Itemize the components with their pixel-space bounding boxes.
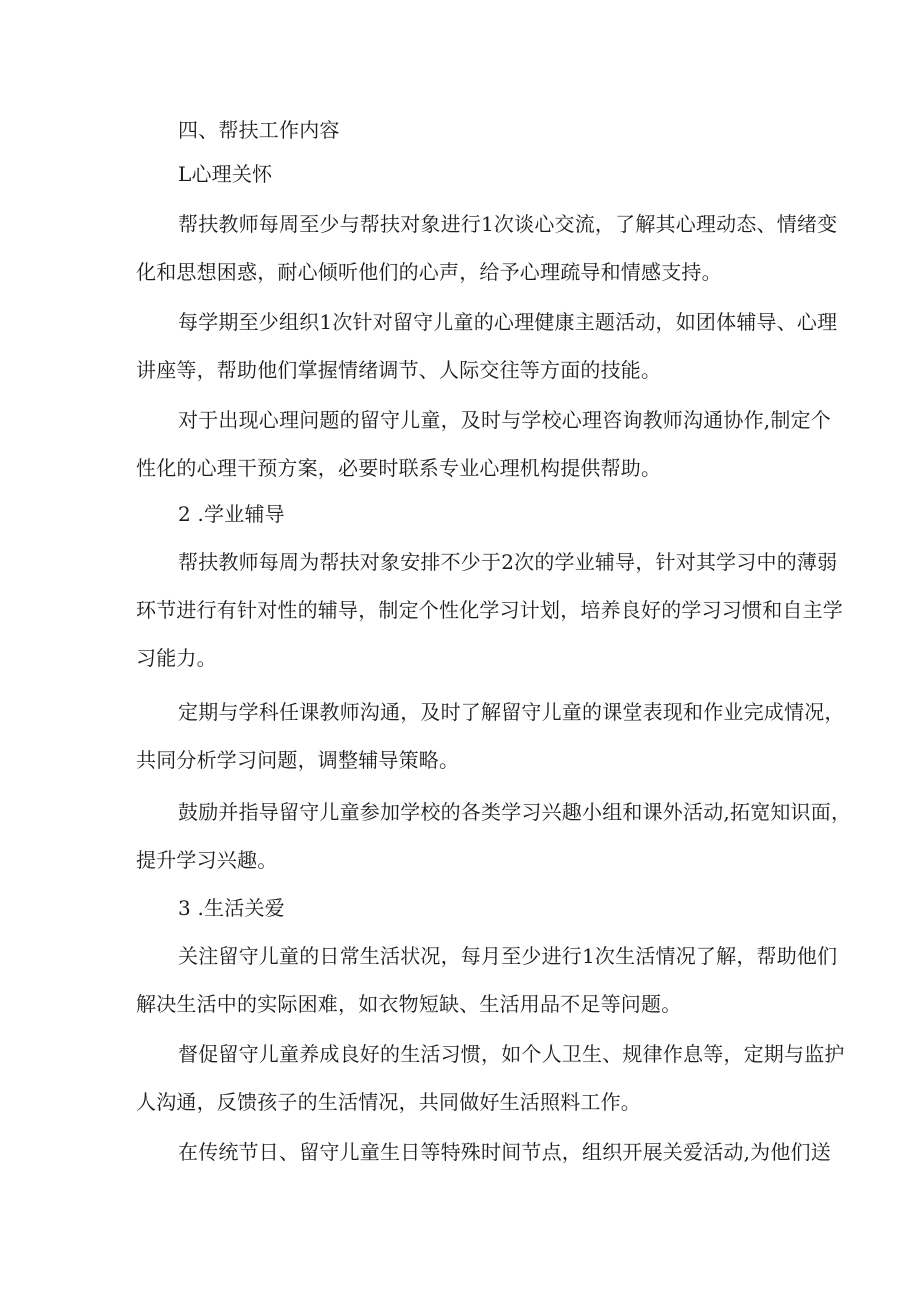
psych-p2-line2: 讲座等，帮助他们掌握情绪调节、人际交往等方面的技能。 — [136, 358, 662, 382]
life-p1-line1: 关注留守儿童的日常生活状况，每月至少进行1次生活情况了解，帮助他们 — [178, 944, 838, 968]
psych-p3-line2: 性化的心理干预方案，必要时联系专业心理机构提供帮助。 — [136, 456, 662, 480]
life-p3-line1: 在传统节日、留守儿童生日等特殊时间节点，组织开展关爱活动,为他们送 — [178, 1140, 831, 1164]
life-p1-line2: 解决生活中的实际困难，如衣物短缺、生活用品不足等问题。 — [136, 992, 682, 1016]
study-p3-line2: 提升学习兴趣。 — [136, 848, 278, 872]
psych-p1-line1: 帮扶教师每周至少与帮扶对象进行1次谈心交流，了解其心理动态、情绪变 — [178, 212, 838, 236]
section-title: 四、帮扶工作内容 — [178, 118, 340, 142]
life-p2-line1: 督促留守儿童养成良好的生活习惯，如个人卫生、规律作息等，定期与监护 — [178, 1042, 845, 1066]
study-heading: 2 .学业辅导 — [178, 502, 285, 526]
study-p3-line1: 鼓励并指导留守儿童参加学校的各类学习兴趣小组和课外活动,拓宽知识面， — [178, 800, 852, 824]
life-p2-line2: 人沟通，反馈孩子的生活情况，共同做好生活照料工作。 — [136, 1090, 641, 1114]
psych-p3-line1: 对于出现心理问题的留守儿童，及时与学校心理咨询教师沟通协作,制定个 — [178, 408, 831, 432]
life-heading: 3 .生活关爱 — [178, 896, 285, 920]
study-p1-line3: 习能力。 — [136, 646, 217, 670]
psych-p1-line2: 化和思想困惑，耐心倾听他们的心声，给予心理疏导和情感支持。 — [136, 260, 722, 284]
study-p1-line1: 帮扶教师每周为帮扶对象安排不少于2次的学业辅导，针对其学习中的薄弱 — [178, 550, 838, 574]
study-p2-line2: 共同分析学习问题，调整辅导策略。 — [136, 748, 460, 772]
psych-p2-line1: 每学期至少组织1次针对留守儿童的心理健康主题活动，如团体辅导、心理 — [178, 310, 838, 334]
study-p2-line1: 定期与学科任课教师沟通，及时了解留守儿童的课堂表现和作业完成情况， — [178, 700, 845, 724]
psych-heading: L心理关怀 — [178, 162, 273, 186]
study-p1-line2: 环节进行有针对性的辅导，制定个性化学习计划，培养良好的学习习惯和自主学 — [136, 598, 843, 622]
